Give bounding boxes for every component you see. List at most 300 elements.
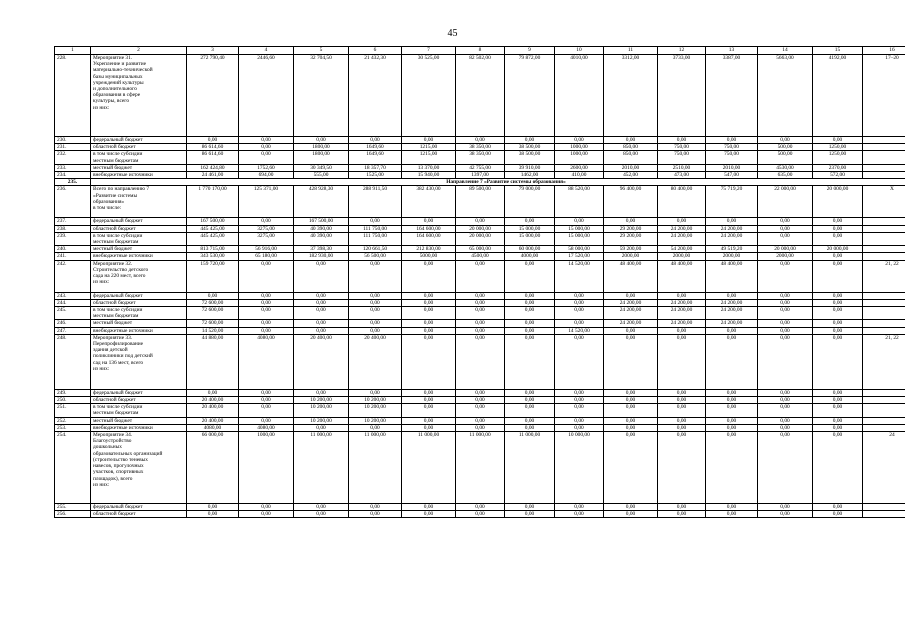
amount-cell: 0,00 xyxy=(706,417,758,424)
amount-cell: 86 614,60 xyxy=(187,144,239,151)
amount-cell: 20 000,00 xyxy=(813,186,863,218)
column-number-cell: 7 xyxy=(402,47,456,55)
amount-cell: 1462,00 xyxy=(505,172,555,179)
amount-cell: 0,00 xyxy=(555,424,604,431)
amount-cell: 0,00 xyxy=(813,299,863,306)
amount-cell: 10 200,00 xyxy=(349,397,402,404)
amount-cell: 0,00 xyxy=(555,397,604,404)
row-description: Мероприятие 34. Благоустройство дошкольных образовательных организаций (строительство теневых навесов, прогулочных участков, спортивных площадок), всего из них: xyxy=(91,432,187,504)
row-number: 233. xyxy=(55,164,91,171)
amount-cell: 0,00 xyxy=(604,397,658,404)
amount-cell: 2000,00 xyxy=(658,253,706,260)
row-number: 254. xyxy=(55,432,91,504)
amount-cell: 0,00 xyxy=(813,432,863,504)
indicator-ref-cell xyxy=(863,253,905,260)
amount-cell: 80 400,00 xyxy=(658,186,706,218)
amount-cell: 20 000,00 xyxy=(456,225,505,232)
amount-cell: 4500,00 xyxy=(456,253,505,260)
amount-cell: 0,00 xyxy=(187,389,239,396)
column-number-cell: 9 xyxy=(505,47,555,55)
amount-cell: 2370,00 xyxy=(813,164,863,171)
column-number-cell: 12 xyxy=(658,47,706,55)
amount-cell: 30 525,00 xyxy=(402,55,456,137)
amount-cell: 0,00 xyxy=(505,334,555,389)
indicator-ref-cell xyxy=(863,232,905,245)
amount-cell: 0,00 xyxy=(604,404,658,417)
amount-cell: 0,00 xyxy=(456,137,505,144)
amount-cell: 20 000,00 xyxy=(813,246,863,253)
amount-cell: 0,00 xyxy=(349,327,402,334)
amount-cell: 11 000,00 xyxy=(402,432,456,504)
amount-cell: 0,00 xyxy=(239,404,294,417)
section-title: Направление 7 «Развитие системы образования» xyxy=(91,179,905,186)
row-number: 240. xyxy=(55,246,91,253)
amount-cell: 20 400,00 xyxy=(187,417,239,424)
amount-cell: 82 502,00 xyxy=(456,55,505,137)
amount-cell: 1000,00 xyxy=(239,432,294,504)
amount-cell: 0,00 xyxy=(813,253,863,260)
table-row xyxy=(55,186,905,218)
amount-cell: 20 400,00 xyxy=(187,404,239,417)
amount-cell: 0,00 xyxy=(706,137,758,144)
amount-cell: 167 500,00 xyxy=(187,218,239,225)
amount-cell: 15 940,00 xyxy=(402,172,456,179)
amount-cell: 0,00 xyxy=(239,320,294,327)
amount-cell: 0,00 xyxy=(813,404,863,417)
amount-cell: 3387,00 xyxy=(706,55,758,137)
amount-cell: 0,00 xyxy=(604,327,658,334)
amount-cell: 272 790,40 xyxy=(187,55,239,137)
amount-cell: 0,00 xyxy=(349,292,402,299)
amount-cell: 0,00 xyxy=(456,218,505,225)
row-number: 248. xyxy=(55,334,91,389)
amount-cell: 0,00 xyxy=(402,511,456,518)
amount-cell: 0,00 xyxy=(349,320,402,327)
column-number-cell: 2 xyxy=(91,47,187,55)
amount-cell: 96 400,00 xyxy=(604,186,658,218)
amount-cell: 0,00 xyxy=(813,292,863,299)
amount-cell: 750,00 xyxy=(706,151,758,164)
table-row xyxy=(55,292,905,299)
amount-cell: 0,00 xyxy=(658,432,706,504)
amount-cell: 3733,00 xyxy=(658,55,706,137)
table-row xyxy=(55,320,905,327)
amount-cell: 4080,00 xyxy=(239,424,294,431)
amount-cell: 0,00 xyxy=(239,389,294,396)
amount-cell: 0,00 xyxy=(456,327,505,334)
row-number: 236. xyxy=(55,186,91,218)
amount-cell: 0,00 xyxy=(813,424,863,431)
amount-cell: 0,00 xyxy=(706,292,758,299)
amount-cell: 1525,00 xyxy=(349,172,402,179)
amount-cell: 0,00 xyxy=(555,320,604,327)
row-description: в том числе субсидии местным бюджетам xyxy=(91,307,187,320)
column-number-cell: 16 xyxy=(863,47,905,55)
amount-cell: 1250,00 xyxy=(813,144,863,151)
amount-cell: 1215,00 xyxy=(402,144,456,151)
amount-cell: 10 200,00 xyxy=(294,417,349,424)
amount-cell: 0,00 xyxy=(294,299,349,306)
amount-cell: 0,00 xyxy=(658,397,706,404)
amount-cell: 24 200,00 xyxy=(706,299,758,306)
amount-cell: 500,00 xyxy=(758,144,813,151)
amount-cell: 0,00 xyxy=(239,417,294,424)
table-row xyxy=(55,172,905,179)
amount-cell: 0,00 xyxy=(505,404,555,417)
amount-cell: 125 371,00 xyxy=(239,186,294,218)
amount-cell: 20 400,00 xyxy=(294,334,349,389)
amount-cell: 0,00 xyxy=(555,299,604,306)
table-row xyxy=(55,260,905,292)
amount-cell: 20 400,00 xyxy=(187,397,239,404)
amount-cell: 0,00 xyxy=(294,292,349,299)
row-description: местный бюджет xyxy=(91,417,187,424)
amount-cell: 11 000,00 xyxy=(294,432,349,504)
amount-cell: 750,00 xyxy=(658,144,706,151)
table-row xyxy=(55,253,905,260)
amount-cell: 445 425,00 xyxy=(187,225,239,232)
row-description: Мероприятие 32. Строительство детского сада на 220 мест, всего из них: xyxy=(91,260,187,292)
amount-cell: 0,00 xyxy=(456,260,505,292)
amount-cell: 0,00 xyxy=(402,389,456,396)
row-number: 237. xyxy=(55,218,91,225)
amount-cell: 0,00 xyxy=(758,225,813,232)
amount-cell: 20 000,00 xyxy=(758,246,813,253)
row-number: 244. xyxy=(55,299,91,306)
amount-cell: 10 200,00 xyxy=(294,404,349,417)
amount-cell: 0,00 xyxy=(349,307,402,320)
amount-cell: 4530,00 xyxy=(758,164,813,171)
amount-cell: 10 200,00 xyxy=(349,417,402,424)
amount-cell: 0,00 xyxy=(456,307,505,320)
row-description: федеральный бюджет xyxy=(91,218,187,225)
amount-cell: 24 200,00 xyxy=(658,320,706,327)
row-description: областной бюджет xyxy=(91,397,187,404)
amount-cell: 0,00 xyxy=(555,307,604,320)
indicator-ref-cell: 17–20 xyxy=(863,55,905,137)
amount-cell: 500,00 xyxy=(758,151,813,164)
indicator-ref-cell xyxy=(863,218,905,225)
row-description: внебюджетные источники xyxy=(91,424,187,431)
amount-cell: 48 400,00 xyxy=(604,260,658,292)
column-number-cell: 3 xyxy=(187,47,239,55)
amount-cell: 0,00 xyxy=(658,137,706,144)
column-number-cell: 4 xyxy=(239,47,294,55)
amount-cell: 72 600,00 xyxy=(187,307,239,320)
table-row xyxy=(55,389,905,396)
amount-cell: 0,00 xyxy=(706,218,758,225)
amount-cell: 4080,00 xyxy=(239,334,294,389)
amount-cell: 0,00 xyxy=(456,404,505,417)
indicator-ref-cell xyxy=(863,164,905,171)
amount-cell: 24 200,00 xyxy=(604,320,658,327)
amount-cell: 30 349,50 xyxy=(294,164,349,171)
amount-cell: 4192,00 xyxy=(813,55,863,137)
amount-cell: 0,00 xyxy=(239,137,294,144)
amount-cell: 0,00 xyxy=(706,424,758,431)
amount-cell: 0,00 xyxy=(456,320,505,327)
amount-cell: 2510,00 xyxy=(658,164,706,171)
row-description: в том числе субсидии местным бюджетам xyxy=(91,404,187,417)
row-number: 256. xyxy=(55,511,91,518)
page-number: 45 xyxy=(447,28,458,39)
amount-cell: 0,00 xyxy=(604,424,658,431)
amount-cell: 0,00 xyxy=(239,307,294,320)
table-row xyxy=(55,327,905,334)
row-number: 252. xyxy=(55,417,91,424)
amount-cell: 20 000,00 xyxy=(456,232,505,245)
table-row xyxy=(55,151,905,164)
amount-cell: 0,00 xyxy=(706,511,758,518)
amount-cell: 24 200,00 xyxy=(604,307,658,320)
indicator-ref-cell xyxy=(863,404,905,417)
budget-table xyxy=(54,46,905,518)
row-description: областной бюджет xyxy=(91,299,187,306)
amount-cell: 0,00 xyxy=(706,389,758,396)
column-number-cell: 11 xyxy=(604,47,658,55)
amount-cell: 17 520,00 xyxy=(555,253,604,260)
amount-cell: 0,00 xyxy=(813,504,863,511)
table-row xyxy=(55,417,905,424)
amount-cell: 850,00 xyxy=(604,144,658,151)
amount-cell: 0,00 xyxy=(505,299,555,306)
amount-cell: 44 880,00 xyxy=(187,334,239,389)
amount-cell: 0,00 xyxy=(456,424,505,431)
amount-cell: 18 357,70 xyxy=(349,164,402,171)
amount-cell: 65 000,00 xyxy=(456,246,505,253)
amount-cell: 0,00 xyxy=(349,504,402,511)
amount-cell: 14 520,00 xyxy=(555,327,604,334)
amount-cell: 40 390,00 xyxy=(294,232,349,245)
amount-cell: 72 600,00 xyxy=(187,320,239,327)
amount-cell: 0,00 xyxy=(813,137,863,144)
amount-cell: 0,00 xyxy=(706,404,758,417)
amount-cell: 38 350,00 xyxy=(456,151,505,164)
amount-cell: 29 200,00 xyxy=(604,225,658,232)
indicator-ref-cell xyxy=(863,246,905,253)
amount-cell: 24 200,00 xyxy=(658,299,706,306)
row-description: областной бюджет xyxy=(91,511,187,518)
amount-cell: 0,00 xyxy=(402,260,456,292)
indicator-ref-cell: 21, 22 xyxy=(863,260,905,292)
amount-cell: 0,00 xyxy=(402,218,456,225)
amount-cell: 2000,00 xyxy=(604,253,658,260)
amount-cell: 0,00 xyxy=(456,299,505,306)
amount-cell: 0,00 xyxy=(758,299,813,306)
amount-cell: 0,00 xyxy=(758,320,813,327)
row-description: местный бюджет xyxy=(91,164,187,171)
row-number: 231. xyxy=(55,144,91,151)
amount-cell: 32 704,50 xyxy=(294,55,349,137)
indicator-ref-cell xyxy=(863,137,905,144)
row-description: областной бюджет xyxy=(91,225,187,232)
amount-cell: 10 200,00 xyxy=(294,397,349,404)
amount-cell: 0,00 xyxy=(658,417,706,424)
row-number: 238. xyxy=(55,225,91,232)
amount-cell: 1000,00 xyxy=(555,151,604,164)
amount-cell: 0,00 xyxy=(758,504,813,511)
amount-cell: 49 519,20 xyxy=(706,246,758,253)
amount-cell: 0,00 xyxy=(294,389,349,396)
table-row xyxy=(55,334,905,389)
amount-cell: 24 200,00 xyxy=(658,232,706,245)
amount-cell: 38 500,00 xyxy=(505,151,555,164)
amount-cell: 0,00 xyxy=(349,137,402,144)
amount-cell: 0,00 xyxy=(505,417,555,424)
amount-cell: 0,00 xyxy=(239,151,294,164)
amount-cell: 0,00 xyxy=(758,404,813,417)
amount-cell: 0,00 xyxy=(505,327,555,334)
amount-cell: 0,00 xyxy=(604,292,658,299)
amount-cell: 0,00 xyxy=(758,307,813,320)
row-description: федеральный бюджет xyxy=(91,292,187,299)
table-row xyxy=(55,299,905,306)
amount-cell: 555,00 xyxy=(294,172,349,179)
amount-cell: 0,00 xyxy=(758,232,813,245)
row-description: местный бюджет xyxy=(91,246,187,253)
amount-cell: 0,00 xyxy=(456,504,505,511)
amount-cell: 24 461,00 xyxy=(187,172,239,179)
amount-cell: 1800,00 xyxy=(294,144,349,151)
amount-cell: 11 000,00 xyxy=(456,432,505,504)
amount-cell: 4010,00 xyxy=(555,55,604,137)
amount-cell: 0,00 xyxy=(505,504,555,511)
table-row xyxy=(55,397,905,404)
amount-cell: 0,00 xyxy=(456,417,505,424)
amount-cell: 0,00 xyxy=(239,299,294,306)
amount-cell: 0,00 xyxy=(402,397,456,404)
amount-cell: 1649,60 xyxy=(349,144,402,151)
amount-cell: 0,00 xyxy=(658,511,706,518)
amount-cell: 343 530,00 xyxy=(187,253,239,260)
row-description: Мероприятие 31. Укрепление и развитие материально-технической базы муниципальных учреждений культуры и дополнительного образования в сфере культуры, всего из них: xyxy=(91,55,187,137)
amount-cell: 29 200,00 xyxy=(604,232,658,245)
amount-cell: 0,00 xyxy=(187,511,239,518)
amount-cell: 65 180,00 xyxy=(239,253,294,260)
amount-cell: 0,00 xyxy=(294,504,349,511)
amount-cell: 0,00 xyxy=(658,389,706,396)
amount-cell: 0,00 xyxy=(239,504,294,511)
amount-cell: 2000,00 xyxy=(758,253,813,260)
amount-cell: 0,00 xyxy=(239,397,294,404)
row-number: 250. xyxy=(55,397,91,404)
indicator-ref-cell xyxy=(863,389,905,396)
indicator-ref-cell xyxy=(863,320,905,327)
amount-cell: 0,00 xyxy=(813,218,863,225)
amount-cell: 0,00 xyxy=(505,292,555,299)
amount-cell: 0,00 xyxy=(294,307,349,320)
amount-cell: 0,00 xyxy=(604,504,658,511)
amount-cell: 0,00 xyxy=(402,292,456,299)
amount-cell: 10 000,00 xyxy=(555,432,604,504)
amount-cell: 0,00 xyxy=(505,424,555,431)
amount-cell: 0,00 xyxy=(813,417,863,424)
row-description: областной бюджет xyxy=(91,144,187,151)
column-number-cell: 13 xyxy=(706,47,758,55)
table-row xyxy=(55,225,905,232)
amount-cell: 428 928,30 xyxy=(294,186,349,218)
amount-cell: 0,00 xyxy=(555,404,604,417)
amount-cell: 56 500,00 xyxy=(349,253,402,260)
table-row xyxy=(55,307,905,320)
table-row xyxy=(55,218,905,225)
amount-cell: 635,00 xyxy=(758,172,813,179)
table-row xyxy=(55,144,905,151)
indicator-ref-cell: 24 xyxy=(863,432,905,504)
amount-cell: 0,00 xyxy=(402,334,456,389)
amount-cell: 0,00 xyxy=(456,292,505,299)
amount-cell: 0,00 xyxy=(505,511,555,518)
amount-cell: 21 432,30 xyxy=(349,55,402,137)
amount-cell: 54 200,00 xyxy=(658,246,706,253)
amount-cell: 0,00 xyxy=(604,511,658,518)
amount-cell: 58 000,00 xyxy=(555,246,604,253)
amount-cell: 0,00 xyxy=(505,389,555,396)
amount-cell: 0,00 xyxy=(555,334,604,389)
amount-cell: 0,00 xyxy=(555,218,604,225)
amount-cell: 0,00 xyxy=(813,307,863,320)
amount-cell: 0,00 xyxy=(813,334,863,389)
row-description: в том числе субсидии местным бюджетам xyxy=(91,151,187,164)
amount-cell: 0,00 xyxy=(294,327,349,334)
amount-cell: 0,00 xyxy=(294,320,349,327)
amount-cell: 0,00 xyxy=(813,320,863,327)
indicator-ref-cell xyxy=(863,424,905,431)
indicator-ref-cell xyxy=(863,299,905,306)
amount-cell: 1752,60 xyxy=(239,164,294,171)
indicator-ref-cell: Х xyxy=(863,186,905,218)
column-number-cell: 8 xyxy=(456,47,505,55)
amount-cell: 0,00 xyxy=(555,417,604,424)
amount-cell: 0,00 xyxy=(813,389,863,396)
amount-cell: 0,00 xyxy=(706,334,758,389)
amount-cell: 547,00 xyxy=(706,172,758,179)
table-row xyxy=(55,432,905,504)
amount-cell: 0,00 xyxy=(555,292,604,299)
amount-cell: 0,00 xyxy=(758,260,813,292)
amount-cell: 0,00 xyxy=(758,334,813,389)
amount-cell: 59 200,00 xyxy=(604,246,658,253)
row-description: федеральный бюджет xyxy=(91,137,187,144)
row-description: местный бюджет xyxy=(91,320,187,327)
amount-cell: 4000,00 xyxy=(505,253,555,260)
amount-cell: 0,00 xyxy=(758,432,813,504)
row-number: 239. xyxy=(55,232,91,245)
amount-cell: 1649,60 xyxy=(349,151,402,164)
table-row xyxy=(55,164,905,171)
amount-cell: 0,00 xyxy=(658,292,706,299)
amount-cell: 111 750,00 xyxy=(349,225,402,232)
amount-cell: 75 719,20 xyxy=(706,186,758,218)
row-number: 253. xyxy=(55,424,91,431)
table-row xyxy=(55,55,905,137)
amount-cell: 88 520,00 xyxy=(555,186,604,218)
amount-cell: 694,00 xyxy=(239,172,294,179)
column-number-cell: 14 xyxy=(758,47,813,55)
amount-cell: 0,00 xyxy=(402,327,456,334)
amount-cell: 813 715,00 xyxy=(187,246,239,253)
amount-cell: 164 600,00 xyxy=(402,232,456,245)
amount-cell: 182 930,00 xyxy=(294,253,349,260)
amount-cell: 0,00 xyxy=(456,334,505,389)
amount-cell: 0,00 xyxy=(505,307,555,320)
row-number: 247. xyxy=(55,327,91,334)
amount-cell: 0,00 xyxy=(505,397,555,404)
amount-cell: 212 830,00 xyxy=(402,246,456,253)
amount-cell: 0,00 xyxy=(349,389,402,396)
amount-cell: 0,00 xyxy=(349,218,402,225)
amount-cell: 60 000,00 xyxy=(505,246,555,253)
